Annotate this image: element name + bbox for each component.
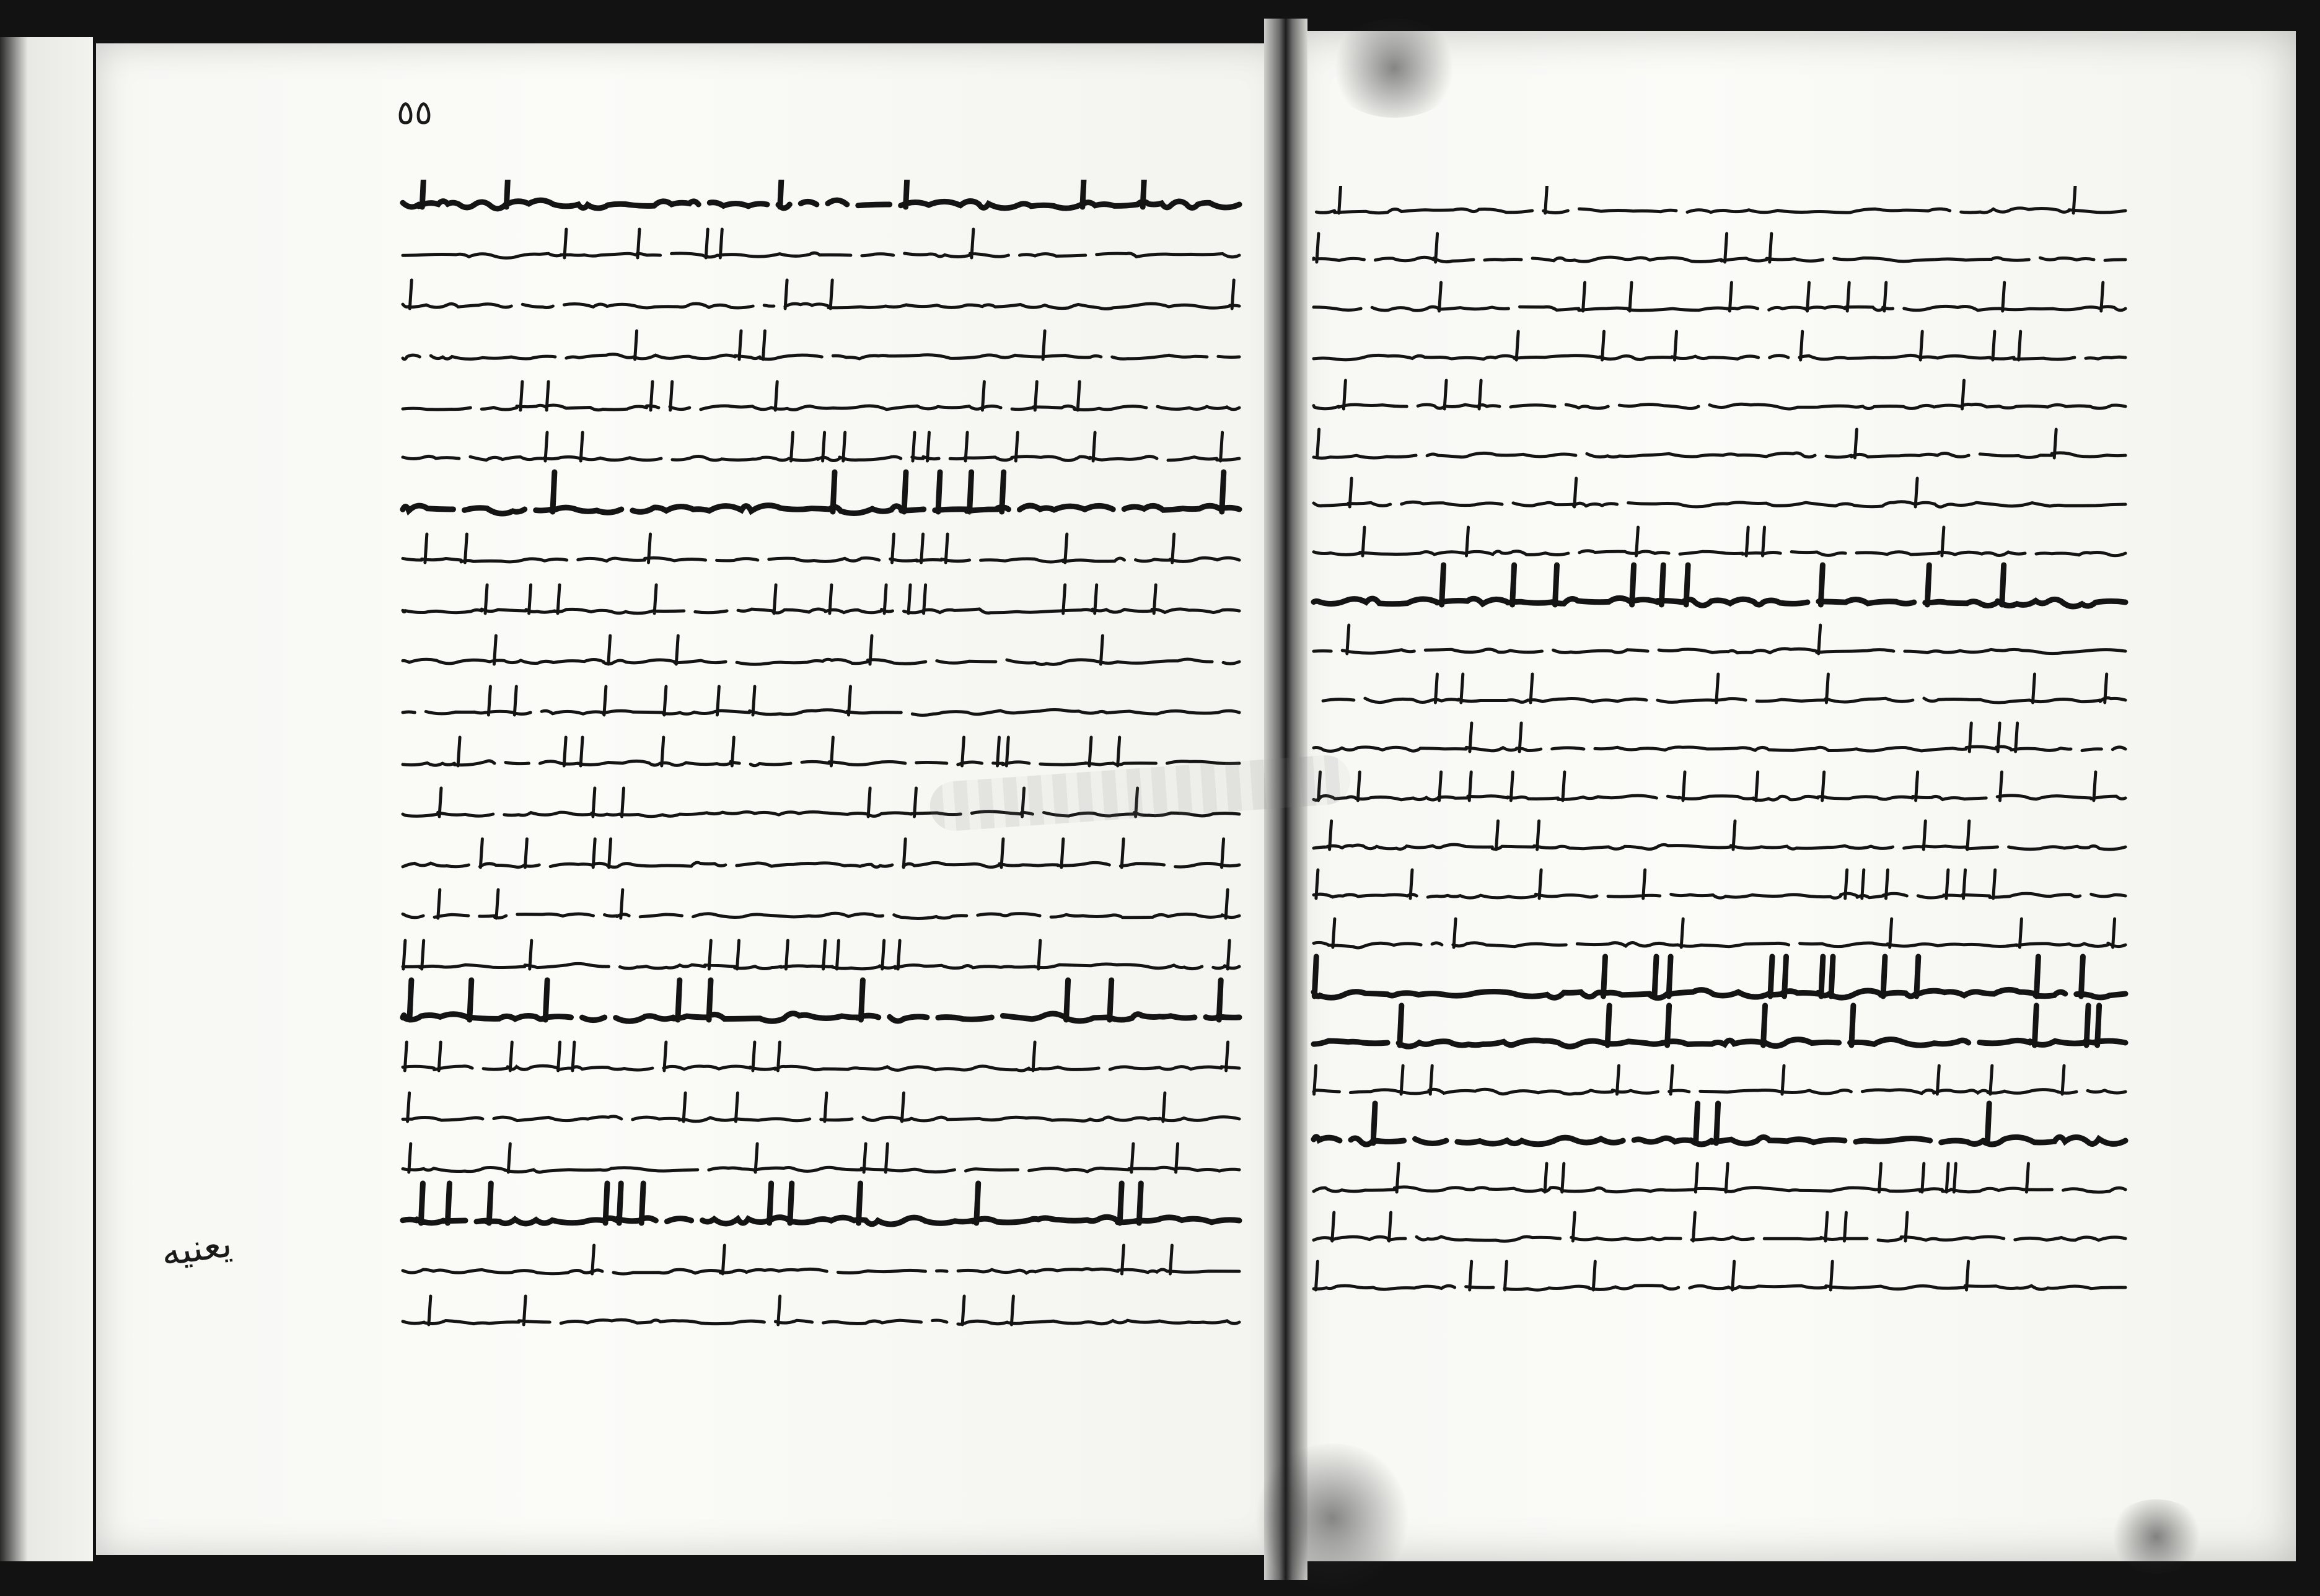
handwriting-line [1312,674,2125,703]
ink-stain [1252,1444,1413,1592]
margin-catchword: يعنيه [158,1222,235,1275]
handwriting-line [1314,1261,2125,1290]
handwriting-line [403,1144,1239,1172]
handwriting-line [392,1245,1239,1274]
handwriting-line [403,432,1239,461]
handwriting-line [403,585,1239,613]
handwriting-line [403,1042,1239,1071]
handwriting-line [1314,283,2125,311]
handwriting-line [403,940,1239,969]
handwriting-line [403,1183,1239,1224]
handwriting-line [1314,1103,2125,1144]
handwriting-line [1314,625,2125,654]
handwriting-line [403,534,1239,563]
handwriting-line [1314,1212,2125,1241]
handwriting-line [392,839,1239,867]
handwriting-line [1314,429,2125,458]
handwriting-line [403,890,1239,918]
handwriting-line [403,636,1239,664]
handwriting-line [1314,331,2125,360]
handwriting-line [1314,380,2125,409]
ink-stain [1326,19,1462,118]
handwriting-line [1314,772,2125,800]
handwriting-line [1305,186,2125,213]
handwriting-line [1314,870,2125,898]
handwriting-line [1314,478,2125,507]
right-page-handwriting [1301,186,2132,1332]
handwriting-line [1303,957,2125,998]
handwriting-line [403,229,1239,258]
handwriting-line [392,1296,1239,1325]
ink-stain [2107,1499,2206,1574]
handwriting-line [1314,919,2125,948]
handwriting-line [403,331,1239,359]
handwriting-line [403,180,1239,209]
handwriting-line [1314,234,2125,262]
handwriting-line [1314,565,2125,607]
handwriting-line [403,686,1239,715]
handwriting-line [403,980,1239,1021]
handwriting-line [1314,1164,2125,1192]
handwriting-line [392,280,1239,309]
handwriting-line [403,472,1239,514]
folio-number: ٥٥ [397,93,433,132]
handwriting-line [1314,821,2125,849]
right-page-text [1301,186,2132,1332]
handwriting-line [403,737,1239,766]
handwriting-line [403,1093,1239,1121]
page-edge-left [0,37,93,1561]
handwriting-line [1314,527,2125,556]
handwriting-line [1314,1066,2125,1094]
handwriting-line [403,382,1239,410]
handwriting-line [1314,723,2125,752]
handwriting-line [1314,1006,2125,1046]
